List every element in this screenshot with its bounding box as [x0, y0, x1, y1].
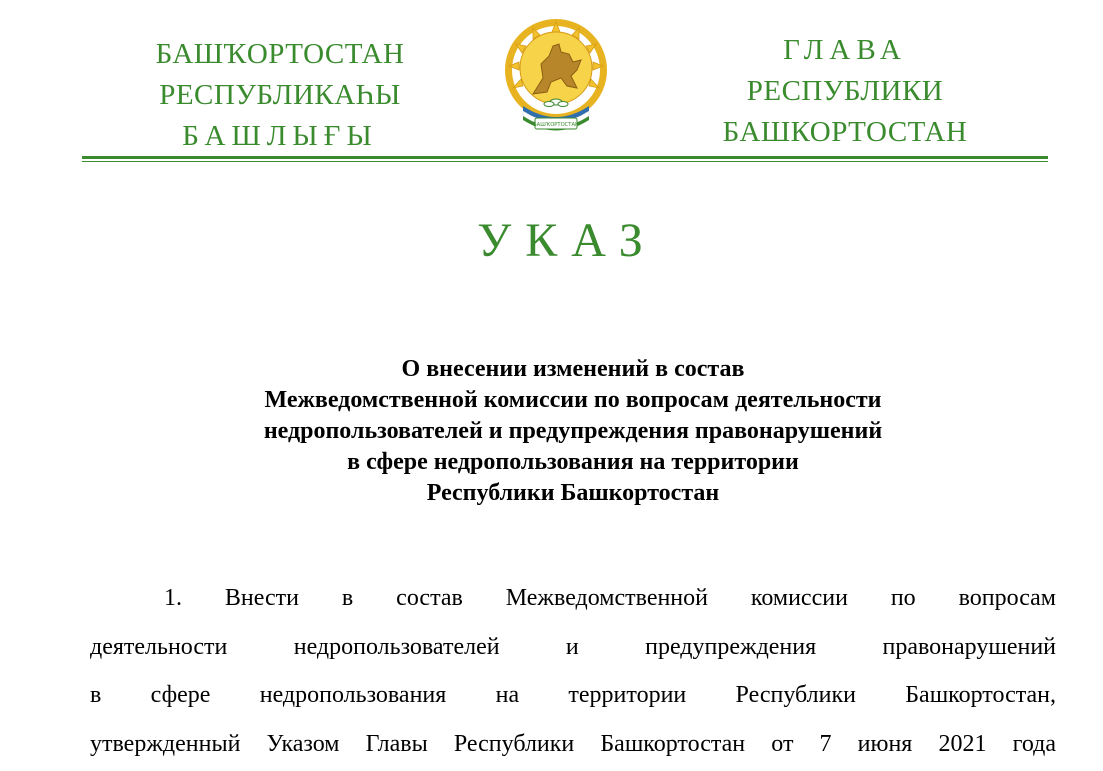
- body-line-2: деятельности недропользователей и предупреждения правонарушений: [90, 633, 1056, 660]
- document-title: [90, 354, 1056, 509]
- header-left-line-1: БАШҠОРТОСТАН: [155, 38, 405, 70]
- header-left-line-2: РЕСПУБЛИКАҺЫ: [159, 79, 401, 111]
- header-right-block: [690, 30, 1000, 153]
- header-left-block: [130, 34, 430, 157]
- body-line-4: утвержденный Указом Главы Республики Башкортостан от 7 июня 2021 года: [90, 730, 1056, 757]
- body-line-3: в сфере недропользования на территории Республики Башкортостан,: [90, 682, 1056, 708]
- title-line-5: Республики Башкортостан: [426, 480, 720, 506]
- header-divider-thick: [82, 156, 1048, 159]
- title-line-2: Межведомственной комиссии по вопросам деятельности: [264, 387, 882, 413]
- header-right-line-3: БАШКОРТОСТАН: [722, 116, 968, 148]
- title-line-3: недропользователей и предупреждения правонарушений: [263, 418, 883, 444]
- title-line-1: О внесении изменений в состав: [401, 356, 745, 382]
- title-line-4: в сфере недропользования на территории: [347, 449, 799, 475]
- header-divider-thin: [82, 161, 1048, 162]
- header-left-line-3: БАШЛЫҒЫ: [182, 120, 378, 152]
- header-right-line-1: ГЛАВА: [783, 34, 907, 66]
- header-right-line-2: РЕСПУБЛИКИ: [746, 75, 944, 107]
- coat-of-arms-icon: [503, 16, 609, 136]
- body-line-1: 1. Внести в состав Межведомственной комиссии по вопросам: [164, 585, 1056, 611]
- document-body: [90, 574, 1056, 768]
- emblem-banner-text: БАШҠОРТОСТАН: [533, 122, 579, 128]
- document-type-heading: УКАЗ: [477, 214, 657, 267]
